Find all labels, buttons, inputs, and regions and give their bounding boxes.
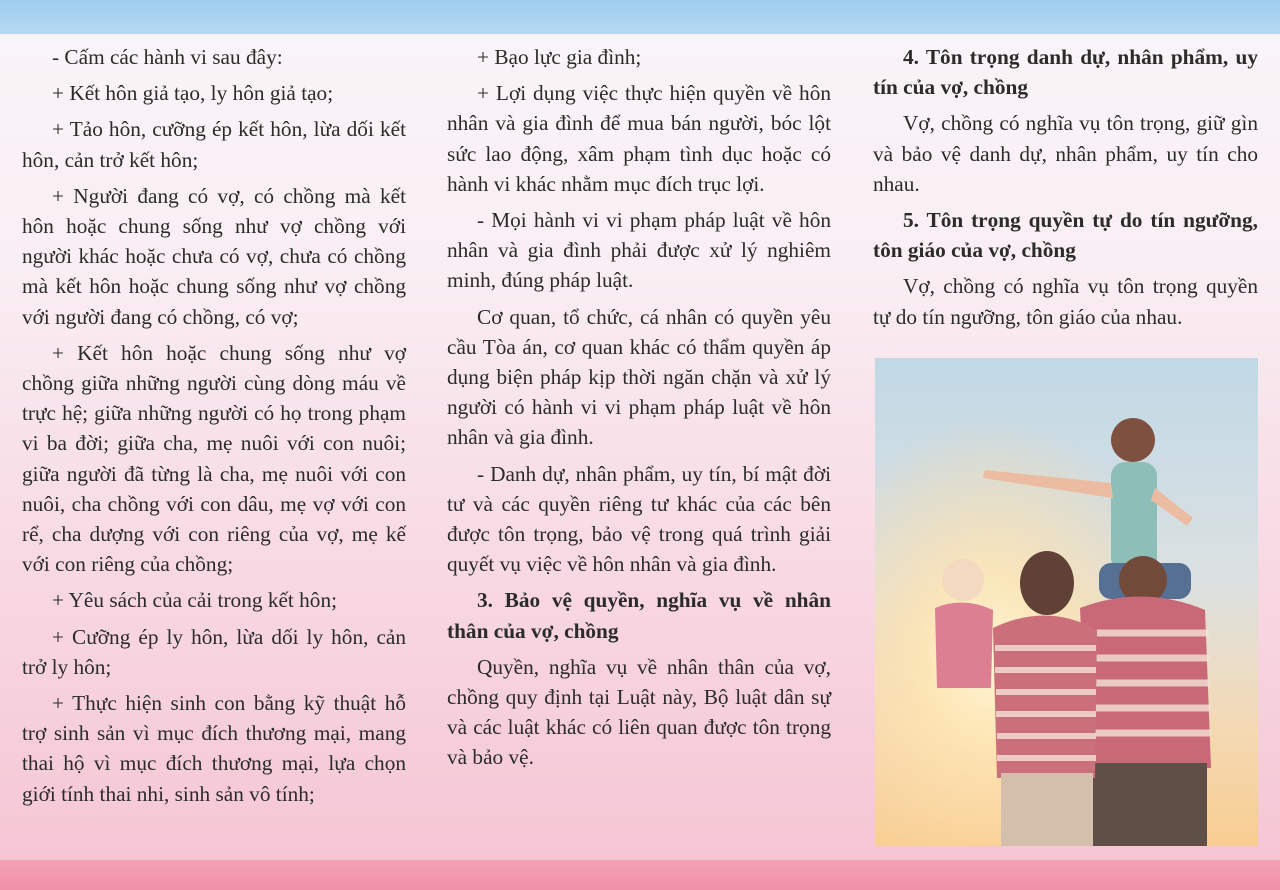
bottom-color-band — [0, 860, 1280, 890]
section-heading-5: 5. Tôn trọng quyền tự do tín ngưỡng, tôn giáo của vợ, chồng — [873, 208, 1258, 263]
paragraph: + Lợi dụng việc thực hiện quyền về hôn nhân và gia đình để mua bán người, bóc lột sức lao động, xâm phạm tình dục hoặc có hành vi khác nhằm mục đích trục lợi. — [447, 81, 831, 196]
paragraph: Vợ, chồng có nghĩa vụ tôn trọng quyền tự do tín ngưỡng, tôn giáo của nhau. — [873, 274, 1258, 329]
family-sunset-photo — [875, 358, 1258, 846]
section-heading-4: 4. Tôn trọng danh dự, nhân phẩm, uy tín của vợ, chồng — [873, 45, 1258, 100]
paragraph: - Mọi hành vi vi phạm pháp luật về hôn nhân và gia đình phải được xử lý nghiêm minh, đúng pháp luật. — [447, 208, 831, 293]
text-column-3 — [873, 42, 1258, 338]
paragraph: + Thực hiện sinh con bằng kỹ thuật hỗ trợ sinh sản vì mục đích thương mại, mang thai hộ vì mục đích thương mại, lựa chọn giới tính thai nhi, sinh sản vô tính; — [22, 691, 406, 806]
paragraph: Cơ quan, tổ chức, cá nhân có quyền yêu cầu Tòa án, cơ quan khác có thẩm quyền áp dụng biện pháp kịp thời ngăn chặn và xử lý người có hành vi vi phạm pháp luật về hôn nhân và gia đình. — [447, 304, 831, 450]
text-column-2 — [447, 42, 831, 779]
paragraph: + Yêu sách của cải trong kết hôn; — [52, 588, 338, 613]
paragraph: Vợ, chồng có nghĩa vụ tôn trọng, giữ gìn và bảo vệ danh dự, nhân phẩm, uy tín cho nhau. — [873, 111, 1258, 196]
top-color-band — [0, 0, 1280, 34]
paragraph: + Cưỡng ép ly hôn, lừa dối ly hôn, cản trở ly hôn; — [22, 624, 406, 679]
paragraph: - Cấm các hành vi sau đây: — [52, 45, 283, 69]
section-heading-3: 3. Bảo vệ quyền, nghĩa vụ về nhân thân của vợ, chồng — [447, 588, 831, 643]
paragraph: + Kết hôn giả tạo, ly hôn giả tạo; — [52, 81, 334, 106]
text-column-1 — [22, 42, 406, 815]
paragraph: Quyền, nghĩa vụ về nhân thân của vợ, chồng quy định tại Luật này, Bộ luật dân sự và các luật khác có liên quan được tôn trọng và bảo vệ. — [447, 654, 831, 770]
paragraph: + Tảo hôn, cưỡng ép kết hôn, lừa dối kết hôn, cản trở kết hôn; — [22, 117, 406, 172]
paragraph: + Bạo lực gia đình; — [477, 45, 642, 69]
paragraph: - Danh dự, nhân phẩm, uy tín, bí mật đời tư và các quyền riêng tư khác của các bên được tôn trọng, bảo vệ trong quá trình giải quyết vụ việc về hôn nhân và gia đình. — [447, 461, 831, 577]
paragraph: + Người đang có vợ, có chồng mà kết hôn hoặc chung sống như vợ chồng với người khác hoặc chưa có vợ, chưa có chồng mà kết hôn hoặc chung sống như vợ chồng với người đang có chồng, có vợ; — [22, 183, 406, 329]
paragraph: + Kết hôn hoặc chung sống như vợ chồng giữa những người cùng dòng máu về trực hệ; giữa những người có họ trong phạm vi ba đời; giữa cha, mẹ nuôi với con nuôi; giữa người đã từng là cha, mẹ nuôi với con nuôi, cha chồng với con dâu, mẹ vợ với con rể, cha dượng với con riêng của vợ, mẹ kế với con riêng của chồng; — [22, 340, 406, 577]
